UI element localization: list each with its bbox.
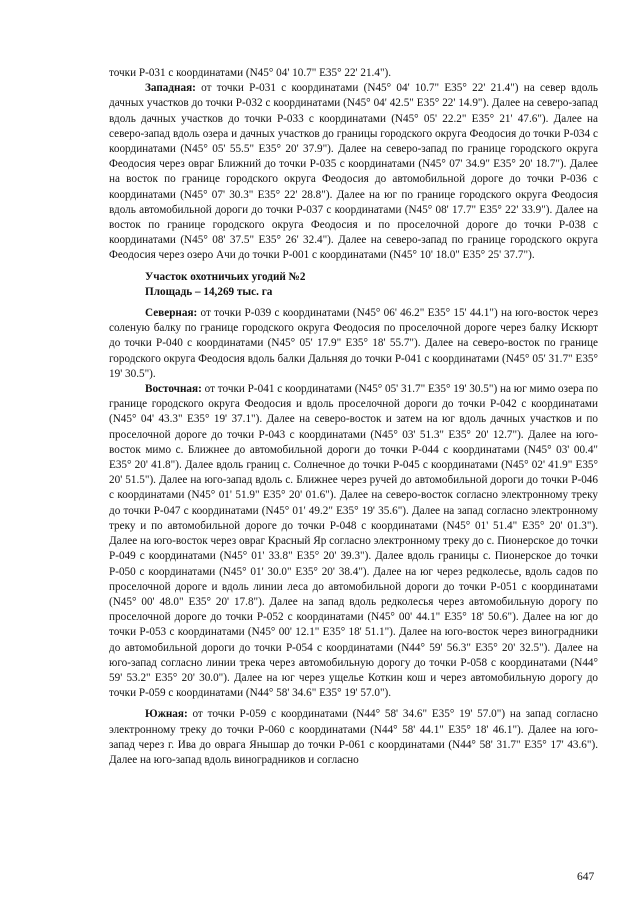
- text-southern: от точки Р-059 с координатами (N44° 58' 34.6" E35° 19' 57.0") на запад согласно электронному треку до точки Р-060 с координатами (N44° 58' 44.1" E35° 18' 46.1"). Далее на юго-запад через г. Ива до оврага Янышар до точки Р-061 с координатами (N44° 58' 31.7" E35° 17' 43.6"). Далее на юго-запад вдоль виноградников и согласно: [109, 708, 598, 766]
- label-northern: Северная:: [145, 307, 198, 320]
- paragraph-southern-border: [109, 707, 598, 768]
- label-western: Западная:: [145, 82, 196, 95]
- paragraph-western-border: [109, 81, 598, 263]
- label-southern: Южная:: [145, 708, 188, 721]
- text-western: от точки Р-031 с координатами (N45° 04' 10.7" E35° 22' 21.4") на север вдоль дачных участков до точки Р-032 с координатами (N45° 04' 42.5" E35° 22' 14.9"). Далее на северо-запад вдоль дачных участков до точки Р-033 с координатами (N45° 05' 22.2" E35° 21' 47.6"). Далее на северо-запад вдоль озера и дачных участков до границы городского округа Феодосия до точки Р-034 с координатами (N45° 05' 55.5" E35° 20' 37.9"). Далее на северо-запад по границе городского округа Феодосия через овраг Ближний до точки Р-035 с координатами (N45° 07' 34.9" E35° 20' 18.7"). Далее на восток по границе городского округа Феодосия до автомобильной дороге до точки Р-036 с координатами (N45° 07' 30.3" E35° 22' 28.8"). Далее на юг по границе городского округа Феодосия вдоль автомобильной дороги до точки Р-037 с координатами (N45° 08' 17.7" E35° 22' 33.9"). Далее на восток по границе городского округа Феодосия и по проселочной дороге до точки Р-038 с координатами (N45° 08' 37.5" E35° 26' 32.4"). Далее на северо-запад по границе городского округа Феодосия через озеро Ачи до точки Р-001 с координатами (N45° 10' 18.0" E35° 25' 37.7").: [109, 82, 598, 262]
- section-title: Участок охотничьих угодий №2: [145, 270, 306, 283]
- text-northern: от точки Р-039 с координатами (N45° 06' 46.2" E35° 15' 44.1") на юго-восток через соленую балку по границе городского округа Феодосия по проселочной дороге через балку Искюрт до точки Р-040 с координатами (N45° 05' 17.9" E35° 18' 55.7"). Далее на северо-восток по границе городского округа Феодосия вдоль балки Дальняя до точки Р-041 с координатами (N45° 05' 31.7" E35° 19' 30.5").: [109, 307, 598, 380]
- section-area: Площадь – 14,269 тыс. га: [145, 285, 273, 298]
- page-body: [109, 66, 598, 768]
- page-number: 647: [577, 871, 595, 883]
- paragraph-eastern-border: [109, 382, 598, 701]
- label-eastern: Восточная:: [145, 383, 202, 396]
- paragraph-continuation: точки Р-031 с координатами (N45° 04' 10.7" E35° 22' 21.4").: [109, 67, 392, 79]
- text-eastern: от точки Р-041 с координатами (N45° 05' 31.7" E35° 19' 30.5") на юг мимо озера по границе городского округа Феодосия и вдоль проселочной дороги до точки Р-042 с координатами (N45° 04' 43.3" E35° 19' 37.1"). Далее на северо-восток и затем на юг вдоль дачных участков и по проселочной дороге до точки Р-043 с координатами (N45° 03' 51.3" E35° 20' 12.7"). Далее на юго-восток мимо с. Ближнее до автомобильной дороги до точки Р-044 с координатами (N45° 03' 00.4" E35° 20' 41.8"). Далее вдоль границ с. Солнечное до точки Р-045 с координатами (N45° 02' 41.9" E35° 20' 51.5"). Далее на юго-запад вдоль с. Ближнее через ручей до автомобильной дороги до точки Р-046 с координатами (N45° 01' 51.9" E35° 20' 01.6"). Далее на северо-восток согласно электронному треку до точки Р-047 с координатами (N45° 01' 49.2" E35° 19' 35.6"). Далее на запад согласно электронному треку и по автомобильной дороге до точки Р-048 с координатами (N45° 01' 51.4" E35° 20' 01.3"). Далее на юго-восток через овраг Красный Яр согласно электронному треку до с. Пионерское до точки Р-049 с координатами (N45° 01' 33.8" E35° 20' 39.3"). Далее вдоль границы с. Пионерское до точки Р-050 с координатами (N45° 01' 30.0" E35° 20' 38.4"). Далее на юг через редколесье, вдоль садов по проселочной дороге и вдоль линии леса до автомобильной дороги до точки Р-051 с координатами (N45° 00' 48.0" E35° 20' 17.8"). Далее на запад вдоль редколесья через автомобильную дорогу по проселочной дороге до точки Р-052 с координатами (N45° 00' 44.1" E35° 18' 50.6"). Далее на юг до точки Р-053 с координатами (N45° 00' 12.1" E35° 18' 51.1"). Далее на юго-восток через виноградники до автомобильной дороги до точки Р-054 с координатами (N44° 59' 56.3" E35° 20' 32.5"). Далее на юго-запад согласно линии трека через автомобильную дорогу до точки Р-058 с координатами (N44° 59' 53.2" E35° 20' 30.0"). Далее на юг через ущелье Коткин кош и через автомобильную дорогу до точки Р-059 с координатами (N44° 58' 34.6" E35° 19' 57.0").: [109, 383, 598, 700]
- paragraph-northern-border: [109, 306, 598, 382]
